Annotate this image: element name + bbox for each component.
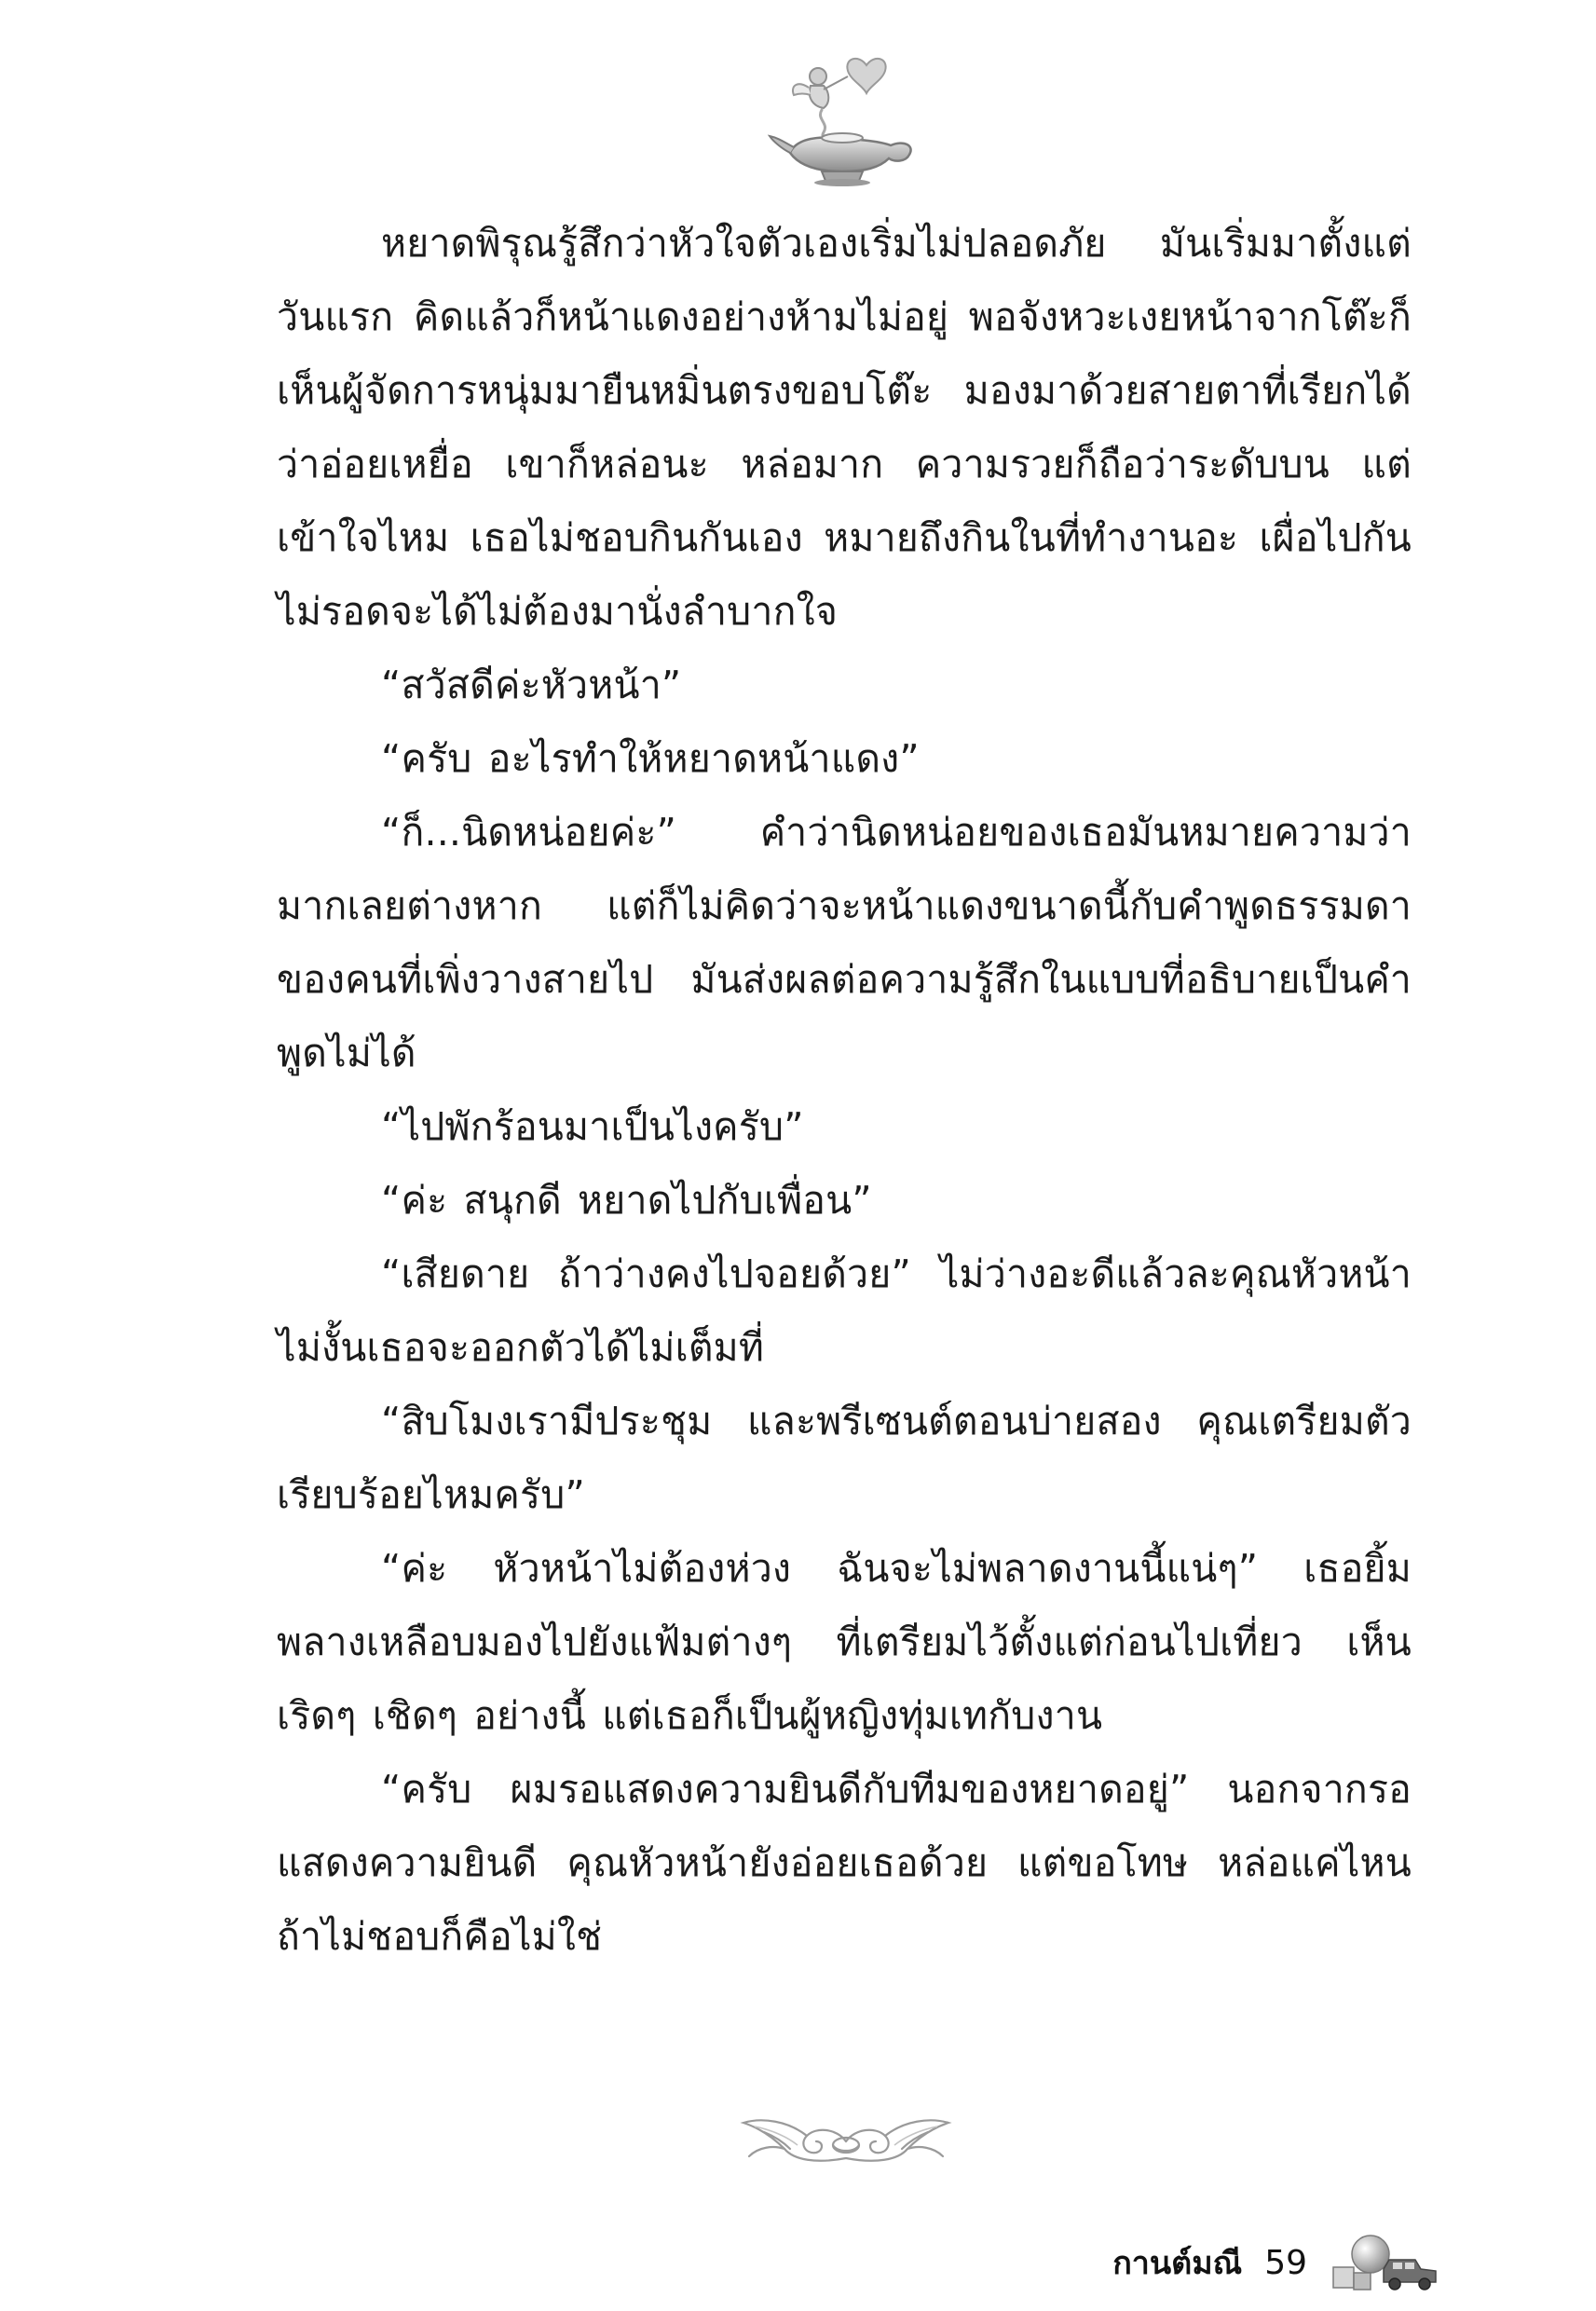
paragraph: “ค่ะ หัวหน้าไม่ต้องห่วง ฉันจะไม่พลาดงานนี้แน่ๆ” เธอยิ้ม พลางเหลือบมองไปยังแฟ้มต่างๆ ที่เตรียมไว้ตั้งแต่ก่อนไปเที่ยว เห็นเริดๆ เชิดๆ อย่างนี้ แต่เธอก็เป็นผู้หญิงทุ่มเทกับงาน (277, 1546, 1412, 1738)
page-number: 59 (1264, 2243, 1307, 2282)
paragraph: “สวัสดีค่ะหัวหน้า” (381, 663, 682, 707)
genie-lamp-cupid-icon (762, 48, 921, 188)
paragraph: “เสียดาย ถ้าว่างคงไปจอยด้วย” ไม่ว่างอะดีแล้วละคุณหัวหน้า ไม่งั้นเธอจะออกตัวได้ไม่เต็มที่ (277, 1251, 1412, 1370)
scroll-flourish-divider-icon (736, 2108, 956, 2175)
page-footer (1112, 2235, 1439, 2290)
paragraph: “ครับ ผมรอแสดงความยินดีกับทีมของหยาดอยู่” นอกจากรอแสดงความยินดี คุณหัวหน้ายังอ่อยเธอด้วย แต่ขอโทษ หล่อแค่ไหนถ้าไม่ชอบก็คือไม่ใช่ (277, 1767, 1412, 1959)
body-text (277, 207, 1412, 1974)
paragraph: “ก็...นิดหน่อยค่ะ” คำว่านิดหน่อยของเธอมันหมายความว่ามากเลยต่างหาก แต่ก็ไม่คิดว่าจะหน้าแดงขนาดนี้กับคำพูดธรรมดาของคนที่เพิ่งวางสายไป มันส่งผลต่อความรู้สึกในแบบที่อธิบายเป็นคำพูดไม่ได้ (277, 810, 1412, 1075)
paragraph: หยาดพิรุณรู้สึกว่าหัวใจตัวเองเริ่มไม่ปลอดภัย มันเริ่มมาตั้งแต่วันแรก คิดแล้วก็หน้าแดงอย่างห้ามไม่อยู่ พอจังหวะเงยหน้าจากโต๊ะก็เห็นผู้จัดการหนุ่มมายืนหมิ่นตรงขอบโต๊ะ มองมาด้วยสายตาที่เรียกได้ว่าอ่อยเหยื่อ เขาก็หล่อนะ หล่อมาก ความรวยก็ถือว่าระดับบน แต่เข้าใจไหม เธอไม่ชอบกินกันเอง หมายถึงกินในที่ทำงานอะ เผื่อไปกันไม่รอดจะได้ไม่ต้องมานั่งลำบากใจ (277, 221, 1412, 634)
book-title: กานต์มณี (1112, 2245, 1243, 2282)
paragraph: “สิบโมงเรามีประชุม และพรีเซนต์ตอนบ่ายสอง คุณเตรียมตัวเรียบร้อยไหมครับ” (277, 1399, 1412, 1517)
paragraph: “ครับ อะไรทำให้หยาดหน้าแดง” (381, 736, 920, 781)
paragraph: “ไปพักร้อนมาเป็นไงครับ” (381, 1104, 804, 1149)
toy-blocks-ball-car-icon (1330, 2232, 1439, 2293)
paragraph: “ค่ะ สนุกดี หยาดไปกับเพื่อน” (381, 1178, 872, 1223)
